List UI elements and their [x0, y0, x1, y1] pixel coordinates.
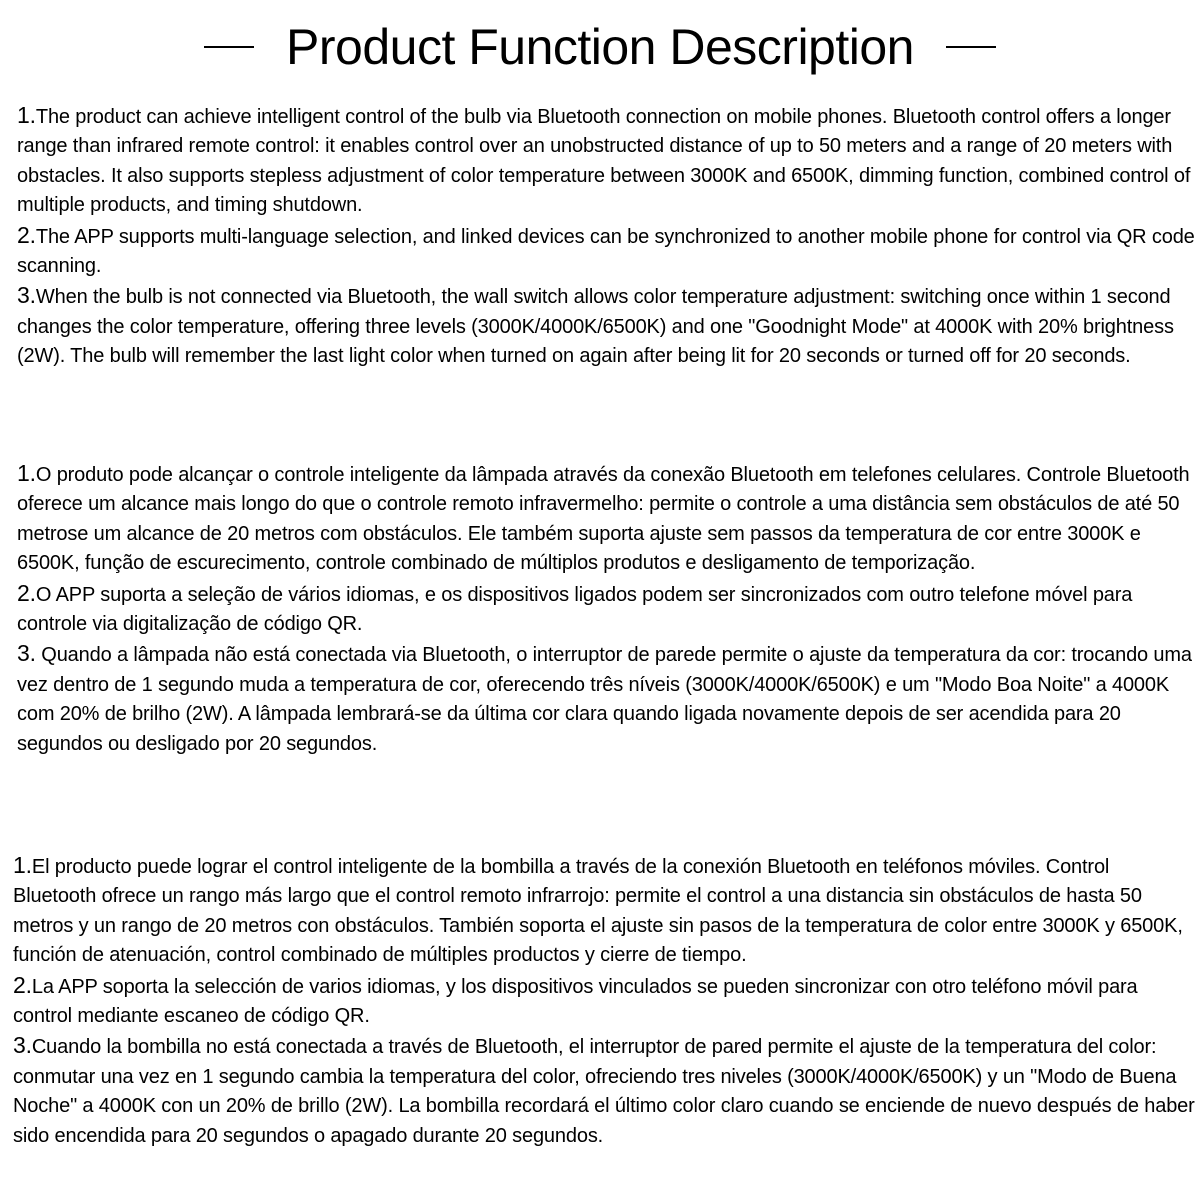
item-number: 1. — [13, 852, 32, 878]
item-number: 3. — [17, 640, 36, 667]
item-number: 3. — [13, 1032, 32, 1059]
item-text: O APP suporta a seleção de vários idiomas, e os dispositivos ligados podem ser sincronizados com outro telefone móvel para controle via digitalização de código QR. — [17, 583, 1133, 636]
title-left-dash — [204, 46, 254, 48]
english-section — [17, 101, 1195, 372]
portuguese-item-2 — [17, 579, 1195, 640]
item-number: 1. — [17, 460, 36, 486]
item-text: El producto puede lograr el control inteligente de la bombilla a través de la conexión Bluetooth en teléfonos móviles. Control Bluetooth ofrece un rango más largo que el control remoto infrarrojo: permite el control a una distancia sin obstáculos de hasta 50 metros y un rango de 20 metros con obstáculos. También soporta el ajuste sin pasos de la temperatura de color entre 3000K y 6500K, función de atenuación, control combinado de múltiples productos y cierre de tiempo. — [13, 856, 1183, 967]
portuguese-item-1 — [17, 459, 1195, 579]
item-number: 2. — [13, 971, 32, 998]
title-right-dash — [946, 46, 996, 48]
portuguese-item-3 — [17, 639, 1195, 759]
item-number: 2. — [17, 579, 36, 606]
item-text: Cuando la bombilla no está conectada a través de Bluetooth, el interruptor de pared permite el ajuste de la temperatura del color: conmutar una vez en 1 segundo cambia la temperatura del color, ofreciendo tres niveles (3000K/4000K/6500K) y un "Modo de Buena Noche" a 4000K con un 20% de brillo (2W). La bombilla recordará el último color claro cuando se enciende de nuevo después de haber sido encendida para 20 segundos o apagado durante 20 segundos. — [13, 1036, 1195, 1147]
spanish-section — [13, 851, 1195, 1151]
spanish-item-1 — [13, 851, 1195, 971]
item-text: Quando a lâmpada não está conectada via Bluetooth, o interruptor de parede permite o ajuste da temperatura da cor: trocando uma vez dentro de 1 segundo muda a temperatura de cor, oferecendo três níveis (3000K/4000K/6500K) e um "Modo Boa Noite" a 4000K com 20% de brilho (2W). A lâmpada lembrará-se da última cor clara quando ligada novamente depois de ser acendida para 20 segundos ou desligado por 20 segundos. — [17, 644, 1192, 755]
english-item-3 — [17, 281, 1195, 371]
item-text: When the bulb is not connected via Bluetooth, the wall switch allows color temperature adjustment: switching once within 1 second changes the color temperature, offering three levels (3000K/4000K/6500K) and one "Goodnight Mode" at 4000K with 20% brightness (2W). The bulb will remember the last light color when turned on again after being lit for 20 seconds or turned off for 20 seconds. — [17, 286, 1174, 368]
page-title: Product Function Description — [286, 19, 914, 75]
spanish-item-2 — [13, 971, 1195, 1032]
item-text: La APP soporta la selección de varios idiomas, y los dispositivos vinculados se pueden sincronizar con otro teléfono móvil para control mediante escaneo de código QR. — [13, 975, 1138, 1028]
portuguese-section — [17, 459, 1195, 759]
item-text: O produto pode alcançar o controle inteligente da lâmpada através da conexão Bluetooth em telefones celulares. Controle Bluetooth oferece um alcance mais longo do que o controle remoto infravermelho: permite o controle a uma distância sem obstáculos de até 50 metrose um alcance de 20 metros com obstáculos. Ele também suporta ajuste sem passos da temperatura de cor entre 3000K e 6500K, função de escurecimento, controle combinado de múltiplos produtos e desligamento de temporização. — [17, 464, 1190, 575]
item-number: 3. — [17, 282, 36, 309]
spanish-item-3 — [13, 1031, 1195, 1151]
title-row — [0, 14, 1200, 80]
item-number: 1. — [17, 102, 36, 128]
english-item-1 — [17, 101, 1195, 221]
english-item-2 — [17, 221, 1195, 282]
item-text: The APP supports multi-language selection, and linked devices can be synchronized to another mobile phone for control via QR code scanning. — [17, 225, 1195, 278]
item-text: The product can achieve intelligent control of the bulb via Bluetooth connection on mobile phones. Bluetooth control offers a longer range than infrared remote control: it enables control over an unobstructed distance of up to 50 meters and a range of 20 meters with obstacles. It also supports stepless adjustment of color temperature between 3000K and 6500K, dimming function, combined control of multiple products, and timing shutdown. — [17, 106, 1191, 217]
item-number: 2. — [17, 221, 36, 248]
